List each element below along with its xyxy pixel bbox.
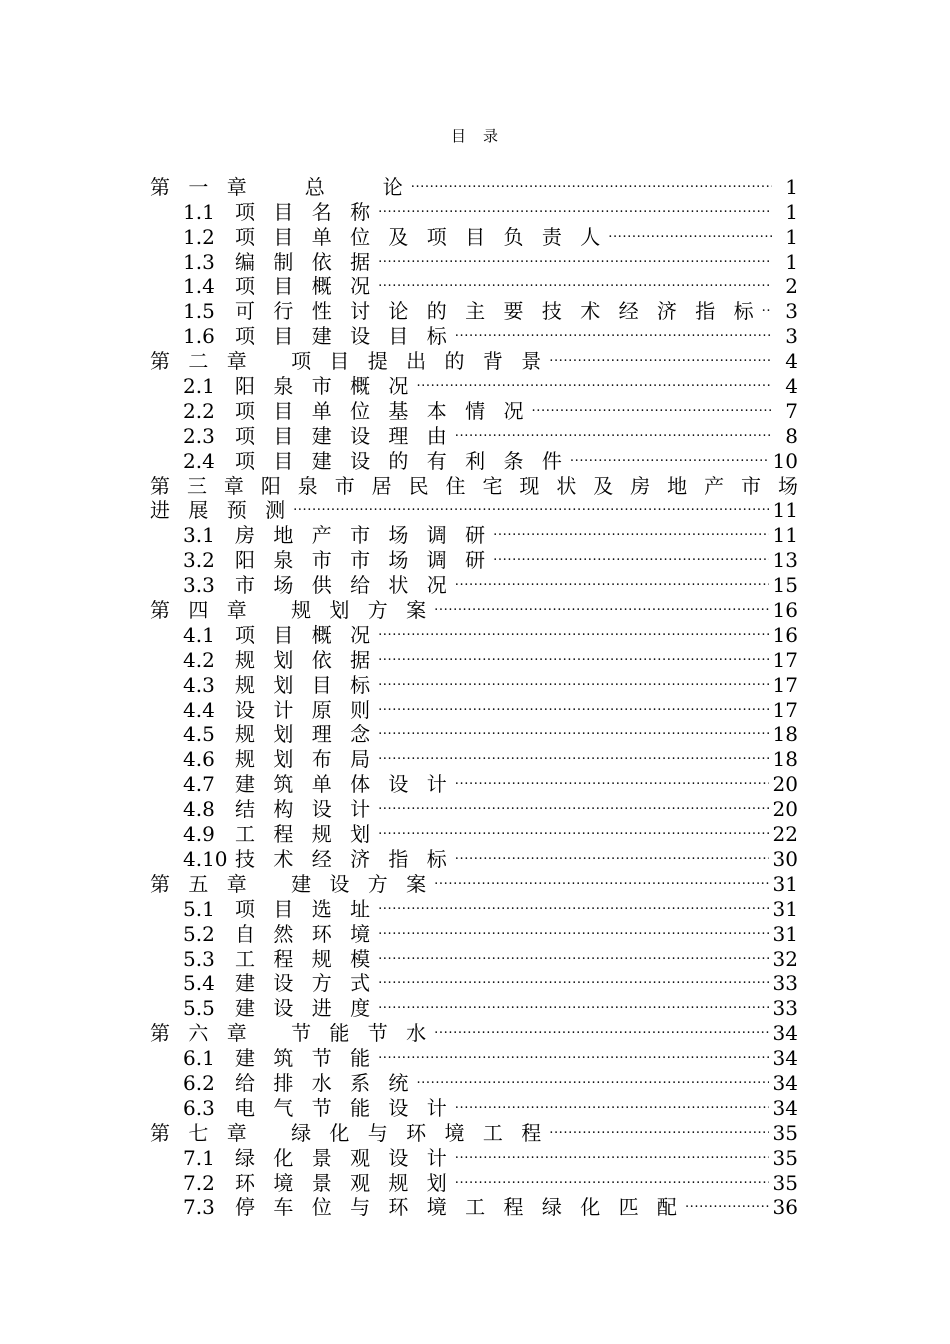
toc-dot-leader [378,897,768,921]
toc-page-number: 35 [772,1120,798,1145]
toc-entry-label: 房 地 产 市 场 调 研 [235,523,492,548]
toc-dot-leader [455,1146,769,1170]
toc-dot-leader [762,299,772,323]
toc-section-entry[interactable] [150,373,798,398]
toc-section-entry[interactable] [150,547,798,572]
toc-entry-label: 第 四 章 规 划 方 案 [150,598,433,623]
toc-section-entry[interactable] [150,298,798,323]
toc-dot-leader [378,1046,768,1070]
toc-dot-leader [378,747,768,771]
toc-section-entry[interactable] [150,423,798,448]
toc-entry-label: 建 筑 单 体 设 计 [235,772,453,797]
toc-dot-leader [378,797,768,821]
toc-section-entry[interactable] [150,771,798,796]
toc-dot-leader [455,1171,769,1195]
toc-section-entry[interactable] [150,672,798,697]
toc-section-entry[interactable] [150,697,798,722]
toc-section-entry[interactable] [150,995,798,1020]
toc-page-number: 34 [772,1046,798,1071]
toc-entry-label: 设 计 原 则 [235,697,377,722]
toc-entry-number: 1.4 [183,274,215,299]
toc-entry-label: 自 然 环 境 [235,921,377,946]
toc-section-entry[interactable] [150,821,798,846]
toc-chapter-entry[interactable] [150,498,798,523]
toc-entry-number: 1.3 [183,249,215,274]
toc-dot-leader [378,971,768,995]
toc-dot-leader [378,996,768,1020]
toc-page-number: 32 [772,946,798,971]
toc-entry-number: 2.2 [183,398,215,423]
toc-chapter-entry[interactable] [150,473,798,498]
toc-page-number: 33 [772,996,798,1021]
toc-section-entry[interactable] [150,1195,798,1220]
toc-dot-leader [493,523,768,547]
toc-entry-number: 2.1 [183,374,215,399]
toc-dot-leader [416,374,772,398]
toc-page-number: 4 [785,374,798,399]
toc-entry-label: 建 设 进 度 [235,996,377,1021]
toc-dot-leader [493,548,768,572]
toc-section-entry[interactable] [150,622,798,647]
toc-section-entry[interactable] [150,1170,798,1195]
toc-section-entry[interactable] [150,398,798,423]
toc-entry-number: 3.2 [183,548,215,573]
toc-section-entry[interactable] [150,921,798,946]
toc-page-number: 17 [772,672,798,697]
toc-title: 目 录 [450,127,499,145]
toc-page-number: 8 [785,423,798,448]
toc-entry-label: 绿 化 景 观 设 计 [235,1145,453,1170]
toc-dot-leader [532,399,772,423]
toc-dot-leader [434,872,768,896]
toc-entry-label: 第 一 章 总 论 [150,174,409,199]
toc-section-entry[interactable] [150,199,798,224]
toc-section-entry[interactable] [150,274,798,299]
toc-page-number: 17 [772,647,798,672]
toc-entry-label: 电 气 节 能 设 计 [235,1095,453,1120]
toc-entry-label: 工 程 规 划 [235,822,377,847]
toc-section-entry[interactable] [150,796,798,821]
toc-entry-label: 建 筑 节 能 [235,1046,377,1071]
toc-page-number: 31 [772,871,798,896]
toc-dot-leader [455,324,772,348]
toc-entry-label: 项 目 单 位 基 本 情 况 [235,398,530,423]
toc-section-entry[interactable] [150,1095,798,1120]
toc-dot-leader [685,1195,769,1219]
toc-dot-leader [416,1071,768,1095]
toc-section-entry[interactable] [150,647,798,672]
toc-dot-leader [455,772,769,796]
toc-section-entry[interactable] [150,224,798,249]
toc-entry-label: 规 划 布 局 [235,747,377,772]
toc-entry-label: 项 目 概 况 [235,622,377,647]
toc-entry-number: 4.5 [183,722,215,747]
toc-dot-leader [378,722,768,746]
toc-page-number: 33 [772,971,798,996]
toc-entry-label: 市 场 供 给 状 况 [235,573,453,598]
toc-entry-label: 项 目 建 设 理 由 [235,423,453,448]
toc-entry-number: 2.3 [183,423,215,448]
toc-page-number: 3 [785,299,798,324]
toc-page-number: 1 [785,249,798,274]
toc-page-number: 4 [785,349,798,374]
toc-entry-label: 第 二 章 项 目 提 出 的 背 景 [150,349,548,374]
toc-page-number: 1 [785,174,798,199]
toc-entry-label: 阳 泉 市 市 场 调 研 [235,548,492,573]
toc-page-number: 15 [772,573,798,598]
toc-section-entry[interactable] [150,1145,798,1170]
toc-entry-label: 规 划 目 标 [235,672,377,697]
toc-dot-leader [411,175,772,199]
toc-section-entry[interactable] [150,722,798,747]
toc-entry-number: 4.1 [183,622,215,647]
toc-page-number: 36 [772,1195,798,1220]
toc-section-entry[interactable] [150,896,798,921]
toc-dot-leader [455,424,772,448]
toc-entry-number: 2.4 [183,448,215,473]
toc-entry-number: 1.1 [183,199,215,224]
toc-dot-leader [455,1096,769,1120]
toc-entry-label: 第 七 章 绿 化 与 环 境 工 程 [150,1120,548,1145]
toc-entry-number: 7.2 [183,1170,215,1195]
toc-entry-number: 4.6 [183,747,215,772]
toc-section-entry[interactable] [150,946,798,971]
toc-dot-leader [378,947,768,971]
toc-entry-number: 5.4 [183,971,215,996]
toc-entry-label: 项 目 建 设 的 有 利 条 件 [235,448,568,473]
toc-entry-number: 7.3 [183,1195,215,1220]
toc-page-number: 1 [785,199,798,224]
toc-dot-leader [434,598,768,622]
toc-entry-number: 5.1 [183,896,215,921]
toc-entry-number: 4.9 [183,822,215,847]
toc-dot-leader [378,648,768,672]
toc-section-entry[interactable] [150,572,798,597]
toc-page-number: 31 [772,896,798,921]
toc-entry-label: 停 车 位 与 环 境 工 程 绿 化 匹 配 [235,1195,683,1220]
toc-dot-leader [455,847,769,871]
toc-dot-leader [378,673,768,697]
toc-dot-leader [434,1021,768,1045]
toc-entry-number: 7.1 [183,1145,215,1170]
toc-entry-label: 编 制 依 据 [235,249,377,274]
toc-entry-label: 项 目 名 称 [235,199,377,224]
toc-dot-leader [608,225,772,249]
toc-entry-number: 5.2 [183,921,215,946]
toc-page-number: 20 [772,772,798,797]
toc-section-entry[interactable] [150,249,798,274]
toc-entry-number: 4.4 [183,697,215,722]
toc-chapter-entry[interactable] [150,871,798,896]
toc-dot-leader [570,449,769,473]
toc-entry-number: 6.1 [183,1046,215,1071]
toc-entry-number: 6.2 [183,1070,215,1095]
toc-dot-leader [378,250,772,274]
toc-dot-leader [378,623,768,647]
toc-section-entry[interactable] [150,846,798,871]
toc-entry-label: 第 三 章 阳 泉 市 居 民 住 宅 现 状 及 房 地 产 市 场 [150,473,798,498]
toc-dot-leader [378,274,772,298]
toc-dot-leader [378,922,768,946]
toc-entry-number: 4.3 [183,672,215,697]
toc-chapter-entry[interactable] [150,174,798,199]
toc-section-entry[interactable] [150,448,798,473]
toc-page-number: 16 [772,622,798,647]
toc-entry-label: 规 划 依 据 [235,647,377,672]
toc-page-number: 34 [772,1021,798,1046]
toc-entry-number: 4.7 [183,772,215,797]
toc-entry-label: 工 程 规 模 [235,946,377,971]
toc-section-entry[interactable] [150,1070,798,1095]
toc-section-entry[interactable] [150,522,798,547]
toc-entry-label: 项 目 单 位 及 项 目 负 责 人 [235,224,607,249]
toc-entry-number: 5.5 [183,996,215,1021]
toc-page-number: 18 [772,747,798,772]
toc-page-number: 31 [772,921,798,946]
toc-page-number: 34 [772,1095,798,1120]
toc-entry-number: 1.2 [183,224,215,249]
toc-page-number: 20 [772,797,798,822]
toc-page-number: 13 [772,548,798,573]
toc-dot-leader [455,573,769,597]
toc-entry-label: 项 目 选 址 [235,896,377,921]
toc-entry-label: 第 五 章 建 设 方 案 [150,871,433,896]
toc-section-entry[interactable] [150,746,798,771]
toc-entry-label: 建 设 方 式 [235,971,377,996]
toc-page-number: 34 [772,1070,798,1095]
toc-dot-leader [293,498,768,522]
toc-page-number: 11 [772,523,798,548]
toc-section-entry[interactable] [150,1045,798,1070]
toc-chapter-entry[interactable] [150,1120,798,1145]
toc-entry-label: 第 六 章 节 能 节 水 [150,1021,433,1046]
toc-entry-label: 项 目 建 设 目 标 [235,324,453,349]
toc-dot-leader [549,1121,768,1145]
toc-entry-number: 4.2 [183,647,215,672]
toc-entry-label: 给 排 水 系 统 [235,1070,415,1095]
toc-entry-number: 5.3 [183,946,215,971]
toc-page-number: 18 [772,722,798,747]
toc-entry-label: 阳 泉 市 概 况 [235,374,415,399]
toc-page-number: 7 [785,398,798,423]
toc-chapter-entry[interactable] [150,597,798,622]
toc-entry-label: 可 行 性 讨 论 的 主 要 技 术 经 济 指 标 [235,299,760,324]
table-of-contents [150,174,798,1219]
toc-dot-leader [378,822,768,846]
toc-chapter-entry[interactable] [150,348,798,373]
toc-dot-leader [549,349,772,373]
toc-entry-label: 环 境 景 观 规 划 [235,1170,453,1195]
toc-entry-label: 项 目 概 况 [235,274,377,299]
toc-entry-number: 1.5 [183,299,215,324]
toc-page-number: 35 [772,1170,798,1195]
toc-dot-leader [378,698,768,722]
toc-entry-label: 结 构 设 计 [235,797,377,822]
toc-dot-leader [378,200,772,224]
toc-entry-number: 6.3 [183,1095,215,1120]
toc-page-number: 10 [772,448,798,473]
toc-section-entry[interactable] [150,323,798,348]
toc-page-number: 30 [772,846,798,871]
toc-page-number: 16 [772,598,798,623]
toc-page-number: 3 [785,324,798,349]
toc-entry-number: 4.8 [183,797,215,822]
toc-section-entry[interactable] [150,971,798,996]
toc-entry-number: 3.1 [183,523,215,548]
toc-page-number: 11 [772,498,798,523]
toc-chapter-entry[interactable] [150,1020,798,1045]
toc-page-number: 1 [785,224,798,249]
toc-entry-label: 规 划 理 念 [235,722,377,747]
toc-entry-number: 4.10 [183,846,228,871]
toc-page-number: 17 [772,697,798,722]
toc-entry-label: 技 术 经 济 指 标 [235,846,453,871]
toc-entry-number: 3.3 [183,573,215,598]
toc-entry-label: 进 展 预 测 [150,498,292,523]
toc-page-number: 22 [772,822,798,847]
toc-entry-number: 1.6 [183,324,215,349]
toc-page-number: 2 [785,274,798,299]
toc-page-number: 35 [772,1145,798,1170]
